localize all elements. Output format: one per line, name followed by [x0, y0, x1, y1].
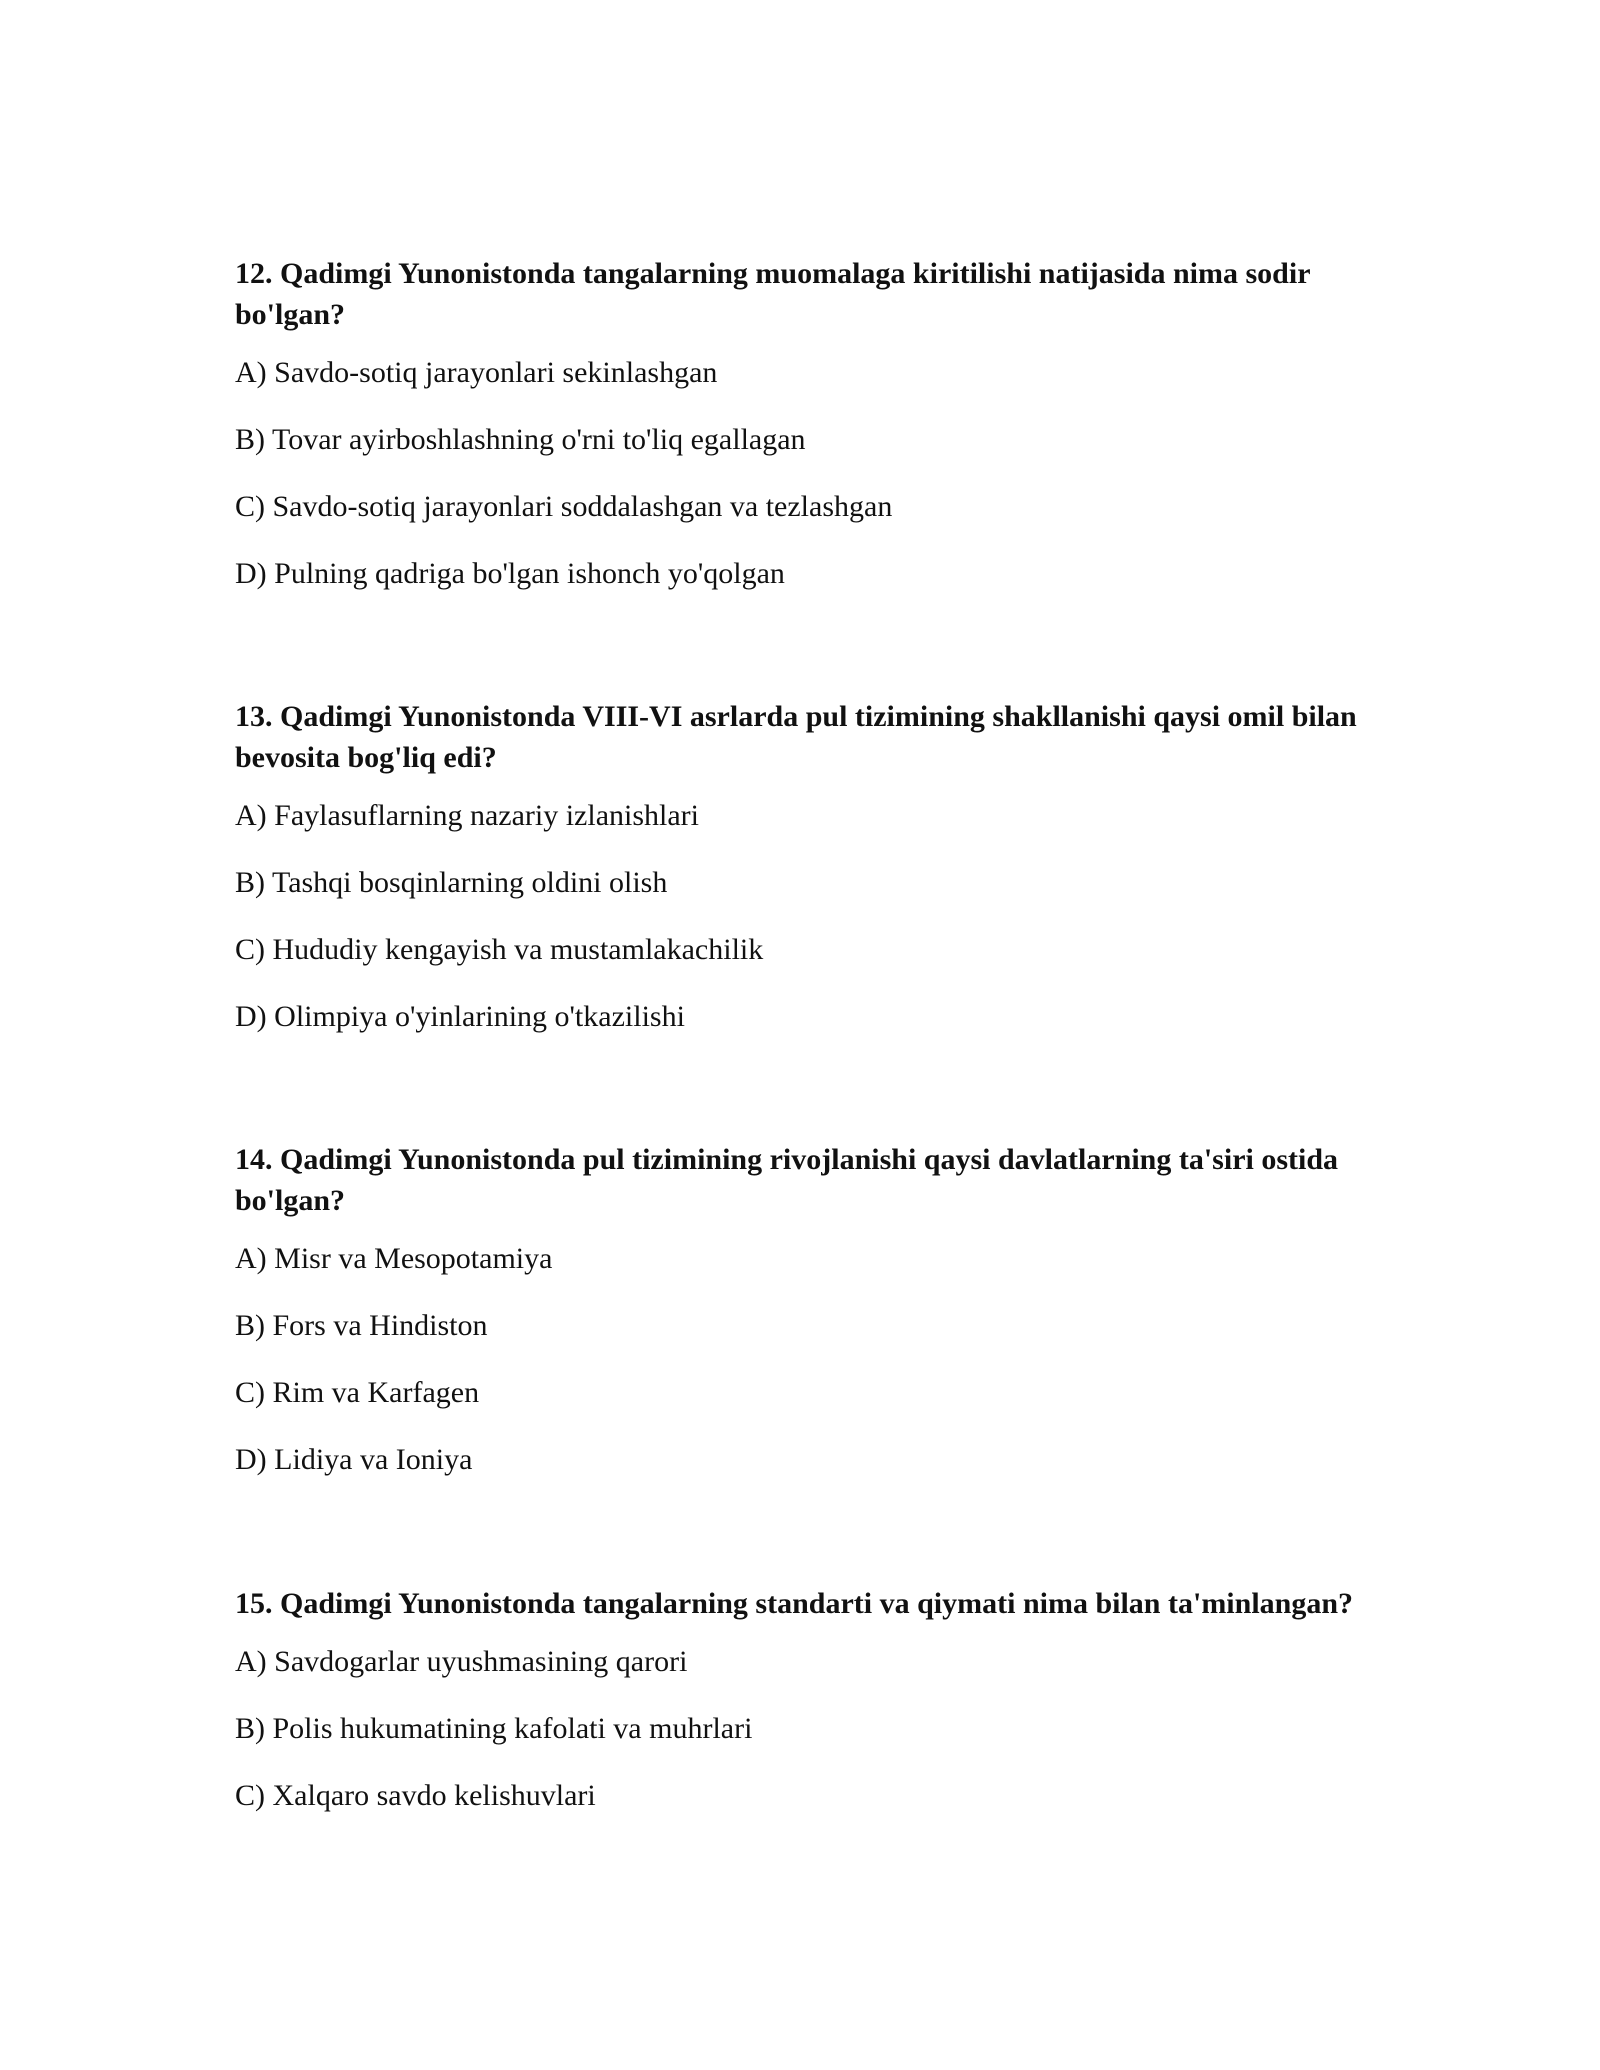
question-13: [235, 696, 1385, 1066]
question-title: 12. Qadimgi Yunonistonda tangalarning muomalaga kiritilishi natijasida nima sodir bo'lgan?: [235, 257, 1310, 331]
answer-option-c: C) Xalqaro savdo kelishuvlari: [235, 1779, 596, 1812]
answer-option-c: C) Hududiy kengayish va mustamlakachilik: [235, 933, 764, 966]
question-14: [235, 1139, 1385, 1509]
answer-option-c: C) Rim va Karfagen: [235, 1376, 480, 1409]
answer-option-a: A) Faylasuflarning nazariy izlanishlari: [235, 799, 700, 832]
answer-option-b: B) Tovar ayirboshlashning o'rni to'liq egallagan: [235, 423, 806, 456]
answer-option-d: D) Pulning qadriga bo'lgan ishonch yo'qolgan: [235, 557, 785, 590]
answer-option-d: D) Olimpiya o'yinlarining o'tkazilishi: [235, 1000, 685, 1033]
question-15: [235, 1583, 1385, 1845]
answer-option-b: B) Tashqi bosqinlarning oldini olish: [235, 866, 668, 899]
answer-option-a: A) Misr va Mesopotamiya: [235, 1242, 553, 1275]
answer-option-b: B) Fors va Hindiston: [235, 1309, 488, 1342]
question-title: 14. Qadimgi Yunonistonda pul tizimining rivojlanishi qaysi davlatlarning ta'siri ostida bo'lgan?: [235, 1143, 1339, 1217]
answer-option-c: C) Savdo-sotiq jarayonlari soddalashgan va tezlashgan: [235, 490, 893, 523]
answer-option-d: D) Lidiya va Ioniya: [235, 1443, 473, 1476]
question-12: [235, 253, 1385, 623]
question-title: 15. Qadimgi Yunonistonda tangalarning standarti va qiymati nima bilan ta'minlangan?: [235, 1587, 1354, 1620]
answer-option-b: B) Polis hukumatining kafolati va muhrlari: [235, 1712, 753, 1745]
answer-option-a: A) Savdogarlar uyushmasining qarori: [235, 1645, 688, 1678]
question-title: 13. Qadimgi Yunonistonda VIII-VI asrlarda pul tizimining shakllanishi qaysi omil bilan bevosita bog'liq edi?: [235, 700, 1357, 774]
answer-option-a: A) Savdo-sotiq jarayonlari sekinlashgan: [235, 356, 718, 389]
